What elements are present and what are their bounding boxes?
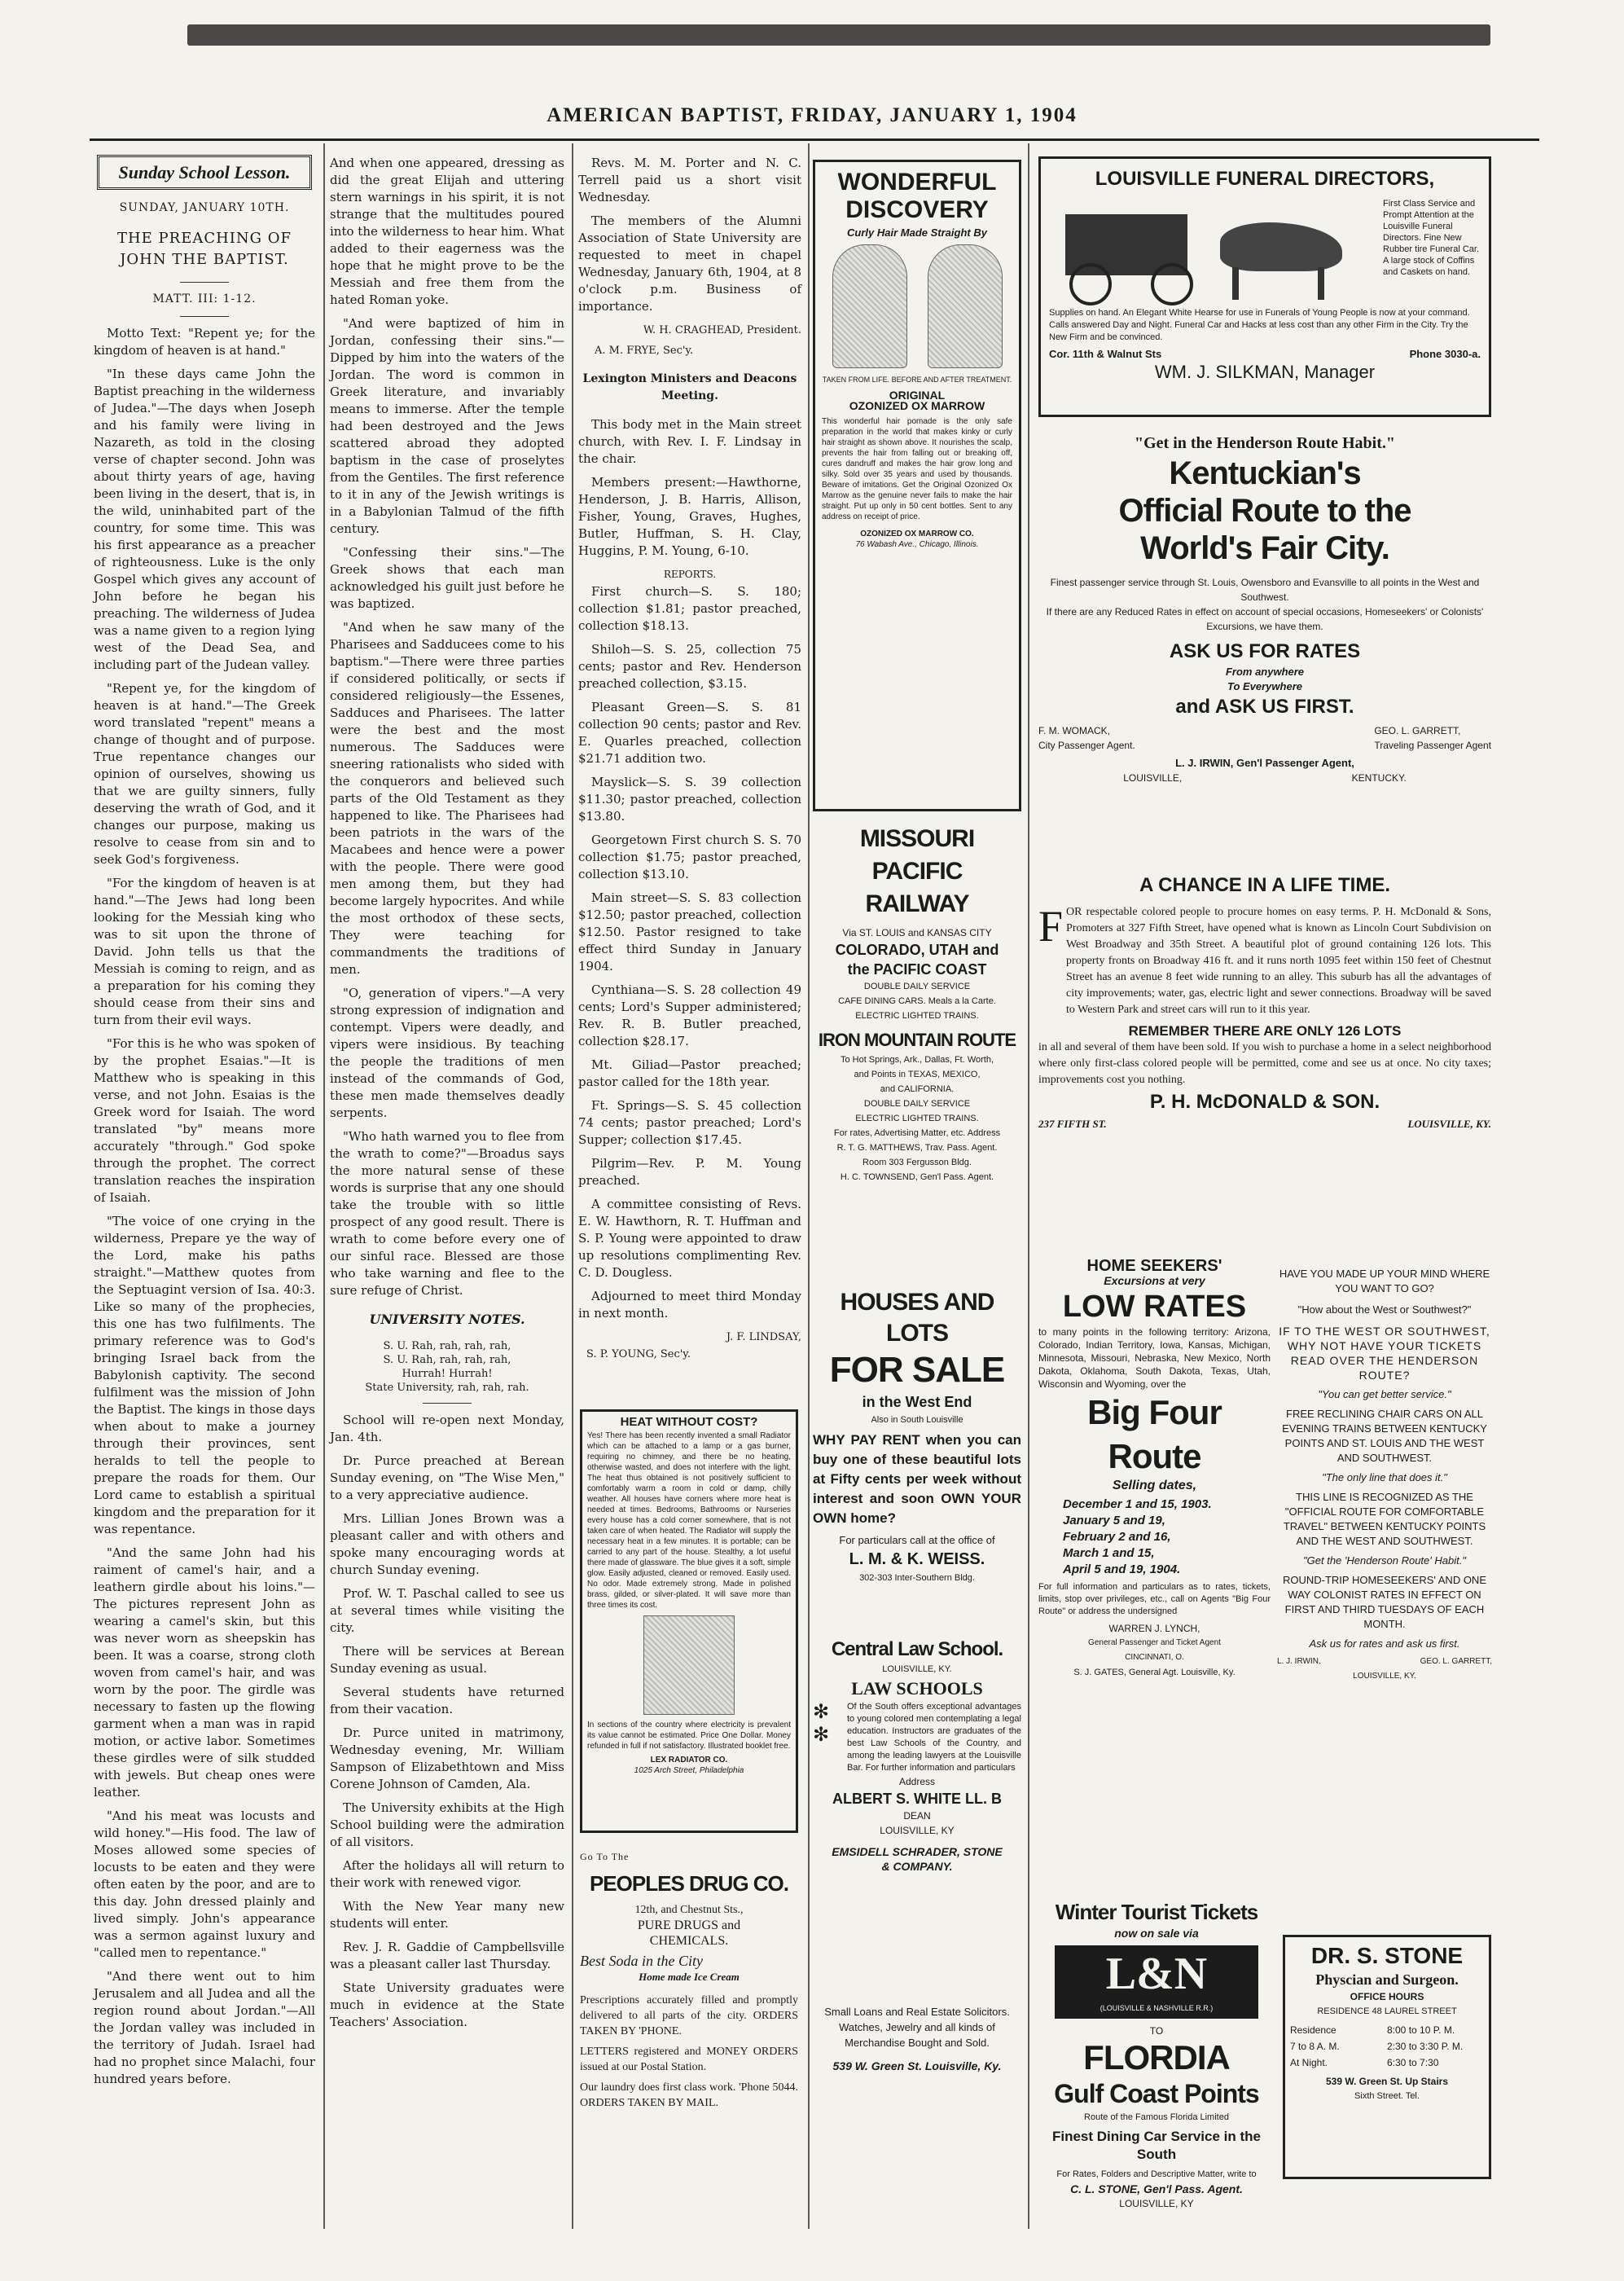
ad-title: HOUSES AND LOTS — [840, 1289, 994, 1347]
railway-line: Via ST. LOUIS and KANSAS CITY — [842, 927, 992, 938]
ad-company: OZONIZED OX MARROW CO. — [860, 530, 974, 538]
date: January 5 and 19, — [1063, 1514, 1165, 1527]
funeral-contact — [1049, 347, 1481, 362]
funeral-body: Calls answered Day and Night. Funeral Car and Hacks at less cost than any other Firm in the City. Try the New Firm and be convinced. — [1049, 320, 1468, 342]
note: Several students have returned from their vacation. — [330, 1685, 564, 1716]
note: Mrs. Lillian Jones Brown was a pleasant caller and with others and spoke many encouraging words at church Sunday evening. — [330, 1511, 564, 1577]
school-subtitle: LAW SCHOOLS — [851, 1678, 983, 1699]
ad-title: FOR SALE — [829, 1350, 1005, 1390]
doctor-title: Physcian and Surgeon. — [1315, 1971, 1459, 1988]
iron-mountain-title: IRON MOUNTAIN ROUTE — [818, 1030, 1016, 1050]
column-rule — [572, 143, 573, 2229]
railway-line: and CALIFORNIA. — [880, 1084, 955, 1094]
hours-cell: At Night. — [1290, 2057, 1328, 2068]
emsidell-company: & COMPANY. — [881, 1860, 953, 1873]
doctor-address: Sixth Street. Tel. — [1354, 2091, 1420, 2101]
note: State University graduates were much in evidence at the State Teachers' Association. — [330, 1980, 564, 2029]
paragraph: The members of the Alumni Association of State University are requested to meet in chapel Wednesday, January 6th, 1904, at 8 o'clock p.m. Business of importance. — [578, 213, 801, 314]
doctor-address: 539 W. Green St. Up Stairs — [1325, 2076, 1449, 2087]
city-row — [1038, 771, 1491, 785]
ad-title: World's Fair City. — [1140, 530, 1389, 566]
ad-address: 302-303 Inter-Southern Bldg. — [859, 1573, 975, 1583]
ad-body: WHY PAY RENT when you can buy one of these beautiful lots at Fifty cents per week without interest and soon OWN YOUR OWN home? — [813, 1432, 1021, 1526]
ln-city: LOUISVILLE, KY — [1119, 2198, 1194, 2209]
date: April 5 and 19, 1904. — [1063, 1562, 1181, 1576]
before-after-portraits — [822, 244, 1012, 368]
on-sale-via: now on sale via — [1114, 1927, 1199, 1940]
reports-label: REPORTS. — [663, 569, 717, 580]
note: School will re-open next Monday, Jan. 4th. — [330, 1413, 564, 1444]
ad-company: L. M. & K. WEISS. — [849, 1550, 985, 1568]
ad-title: A CHANCE IN A LIFE TIME. — [1139, 874, 1390, 896]
report: Georgetown First church S. S. 70 collection $1.75; pastor preached, collection $13.10. — [578, 833, 801, 881]
ad-body: Yes! There has been recently invented a small Radiator which can be attached to a lamp or a gas burner, requiring no chimney, and there be no heating, otherwise wasted, and does not interfere with the light. The heat thus obtained is not positively sufficient to comfortably warm a room in cold or damp, chilly weather. All houses have corners where more heat is needed at times. Bedrooms, Bathrooms or Nurseries every house has a cold corner somewhere, that is not taken care of when heated. The Radiator will supply the necessary heat in a few minutes. It is portable; can be carried to any part of the house. Stealthy, a lot useful there made of glassware. The blue gives it a soft, simple glow. Easily adjusted, cleaned or removed. Easily used. No odor. Made extremely strong. Made in polished brass, gilded, or silver-plated. It will save more than three times its cost. — [587, 1431, 791, 1610]
masthead-rule — [90, 138, 1539, 141]
ln-route: Route of the Famous Florida Limited — [1084, 2112, 1229, 2122]
ask-rates: ASK US FOR RATES — [1169, 640, 1361, 662]
ad-company: LEX RADIATOR CO. — [650, 1756, 728, 1765]
signature: J. F. LINDSAY, — [726, 1331, 801, 1343]
ln-logo-text: L&N — [1105, 1949, 1208, 1999]
big-four-route-ad — [1038, 1259, 1271, 1894]
emsidell-name: EMSIDELL SCHRADER, STONE — [832, 1845, 1003, 1858]
signature: A. M. FRYE, Sec'y. — [595, 345, 694, 357]
report: Main street—S. S. 83 collection $12.50; pastor preached, collection $12.50. Pastor resigned to take effect third Sunday in January 1904. — [578, 890, 801, 973]
hours-grid — [1290, 2022, 1484, 2071]
home-seekers: HOME SEEKERS' — [1086, 1257, 1222, 1275]
column-rule — [1028, 143, 1029, 2229]
product-name: ORIGINAL — [889, 389, 946, 402]
divider — [423, 1403, 472, 1404]
divider — [180, 316, 229, 317]
lexington-meeting-title: Lexington Ministers and Deacons Meeting. — [582, 372, 797, 402]
signature: W. H. CRAGHEAD, President. — [643, 324, 801, 336]
central-law-school-ad — [813, 1637, 1021, 1996]
paragraph: Revs. M. M. Porter and N. C. Terrell paid us a short visit Wednesday. — [578, 156, 801, 204]
horse-leg — [1318, 267, 1324, 300]
railway-line: Room 303 Fergusson Bldg. — [862, 1158, 972, 1167]
ad-company: P. H. McDONALD & SON. — [1149, 1091, 1380, 1113]
funeral-body: Supplies on hand. An Elegant White Hearse for use in Funerals of Young People is now at your command. — [1049, 308, 1470, 318]
yell-line: S. U. Rah, rah, rah, rah, — [383, 1340, 511, 1352]
ask-first: and ASK US FIRST. — [1175, 696, 1354, 718]
city: LOUISVILLE, — [1123, 772, 1183, 784]
school-address-label: Address — [898, 1776, 936, 1787]
dr-stone-ad — [1283, 1935, 1491, 2179]
ad-body: Finest passenger service through St. Louis, Owensboro and Evansville to all points in the West and Southwest. — [1050, 577, 1480, 603]
paragraph: "For the kingdom of heaven is at hand."—The Jews had long been looking for the Messiah king who was to sit upon the throne of David. John tells us that the Messiah is coming to reign, and as a preparation for his coming they should cease from their sins and turn from their evil ways. — [94, 876, 315, 1027]
column-lesson-continued — [330, 155, 564, 2037]
drug-line: CHEMICALS. — [649, 1934, 729, 1948]
school-dean: DEAN — [903, 1810, 931, 1822]
ad-body: If there are any Reduced Rates in effect on account of special occasions, Homeseekers' or Colonists' Excursions, we have them. — [1046, 606, 1484, 632]
report: Pilgrim—Rev. P. M. Young preached. — [578, 1156, 801, 1188]
hearse-illustration — [1049, 198, 1375, 304]
ad-subtitle: Curly Hair Made Straight By — [847, 226, 987, 239]
ad-body-wrap — [587, 1431, 791, 1611]
ox-marrow-ad — [813, 160, 1021, 811]
ad-address: 237 FIFTH ST. — [1038, 1118, 1107, 1130]
horse-leg — [1232, 267, 1239, 300]
ln-to: TO — [1149, 2025, 1164, 2037]
ln-agent: C. L. STONE, Gen'l Pass. Agent. — [1070, 2182, 1243, 2195]
hearse-row — [1049, 198, 1481, 304]
ad-body: in all and several of them have been sold. If you wish to purchase a home in a select neighborhood where only first-class colored people will be permitted, come and see us at once. No city taxes; improvements cost you nothing. — [1038, 1041, 1491, 1086]
hearse-wheel — [1151, 263, 1193, 305]
paragraph: "And were baptized of him in Jordan, confessing their sins."—Dipped by him into the waters of the Jordan. The word is common in Greek literature, and invariably means to immerse. After the temple had been destroyed and the Jews scattered abroad they adopted baptism in the case of proselytes from the Gentiles. The first reference to it in any of the Jewish writings is in a Babylonian Talmud of the fifth century. — [330, 316, 564, 536]
agent — [1038, 723, 1135, 753]
winter-tourist: Winter Tourist Tickets — [1055, 1900, 1258, 1924]
agent-city: CINCINNATI, O. — [1125, 1653, 1184, 1662]
yell-line: Hurrah! Hurrah! — [402, 1368, 493, 1380]
agent-city: LOUISVILLE, KY. — [1353, 1672, 1416, 1681]
agent-title: General Passenger and Ticket Agent — [1088, 1638, 1221, 1647]
column-rule — [323, 143, 325, 2229]
ad-title: WONDERFUL — [837, 169, 997, 196]
paragraph: "And the same John had his raiment of camel's hair, and a leathern girdle about his loins."—The pictures represent John as wearing a camel's skin, but this was never worn as sheepskin has been. It was a coarse, strong cloth woven from camel's hair, and was worn by the poor. The girdle was necessary to fasten up the flowing garment when a man was in rapid motion, or active labor. Sometimes these girdles were of silk studded with jewels. But cheap ones were leather. — [94, 1545, 315, 1800]
ad-quote: "You can get better service." — [1318, 1388, 1451, 1400]
school-city: LOUISVILLE, KY — [880, 1825, 955, 1836]
big-four-title: Big Four Route — [1087, 1393, 1222, 1475]
agent-title: Traveling Passenger Agent — [1374, 740, 1491, 751]
sunday-school-title-box: Sunday School Lesson. — [97, 155, 312, 190]
railway-title: RAILWAY — [865, 890, 969, 917]
excursions: Excursions at very — [1104, 1274, 1205, 1287]
agent-name: F. M. WOMACK, — [1038, 725, 1110, 736]
masthead: AMERICAN BAPTIST, FRIDAY, JANUARY 1, 1904 — [546, 104, 1078, 126]
railway-line: and Points in TEXAS, MEXICO, — [854, 1070, 981, 1079]
funeral-manager: WM. J. SILKMAN, Manager — [1154, 362, 1376, 382]
emsidell-ad — [813, 2004, 1021, 2216]
hours-cell: 7 to 8 A. M. — [1290, 2041, 1340, 2052]
ad-body: This wonderful hair pomade is the only safe preparation in the world that makes kinky or curly hair straight as shown above. It nourishes the scalp, prevents the hair from falling out or breaking off, cures dandruff and makes the hair grow long and silky. Sold over 35 years and used by thousands. Beware of imitations. Get the Original Ozonized Ox Marrow as the genuine never fails to make the hair straight. Put up only in 50 cent bottles. Sent to any address on receipt of price. — [822, 417, 1012, 521]
henderson-route-ad — [1038, 432, 1491, 855]
paragraph: "And when he saw many of the Pharisees and Sadducees come to his baptism."—There were three parties if considered politically, or sects if considered religiously—the Essenes, Sadduces and Pharisees. The latter were the best and the most numerous. The Sadduces were sneering rationalists who sided with the conquerors and believed such parts of the Old Testament as they happened to like. The Pharisees had been patriots in the wars of the Macabees and hence were a power with the people. There were good men among them, but they had become largely hypocrites. And while the most orthodox of these sects, They were teaching for commandments the traditions of men. — [330, 620, 564, 977]
ad-body: IF TO THE WEST OR SOUTHWEST, WHY NOT HAVE YOUR TICKETS READ OVER THE HENDERSON ROUTE? — [1279, 1325, 1490, 1382]
university-yell — [330, 1339, 564, 1395]
paragraph: Members present:—Hawthorne, Henderson, J. B. Harris, Allison, Fisher, Young, Graves, Hughes, Butler, Huffman, S. H. Clay, Huggins, P. M. Young, 6-10. — [578, 475, 801, 558]
portrait-after — [928, 244, 1003, 368]
paragraph: "In these days came John the Baptist preaching in the wilderness of Judea."—The days when Joseph and his family were living in Nazareth, as told in the closing verse of chapter second. John was about thirty years of age, having been living in the desert, that is, in the wild, uninhabited part of the country, for some time. This was his first appearance as a preacher of righteousness. Luke is the only Gospel which gives any account of John before he began his preaching. The wilderness of Judea was a name given to a region lying west of the Dead Sea, and including part of the Judean valley. — [94, 367, 315, 672]
scan-artifact — [187, 24, 1490, 46]
school-title: Central Law School. — [831, 1638, 1003, 1660]
ln-for-rates: For Rates, Folders and Descriptive Matter, write to — [1056, 2169, 1257, 2179]
hearse-wheel — [1069, 263, 1112, 305]
hours-cell: 8:00 to 10 P. M. — [1387, 2024, 1455, 2036]
yell-line: State University, rah, rah, rah. — [365, 1382, 529, 1394]
ad-body-wrap — [1038, 904, 1491, 1018]
ad-address-row — [1038, 1116, 1491, 1132]
product-name: OZONIZED OX MARROW — [849, 399, 985, 412]
railway-line: DOUBLE DAILY SERVICE — [863, 982, 971, 991]
paragraph: This body met in the Main street church, with Rev. I. F. Lindsay in the chair. — [578, 417, 801, 466]
report: First church—S. S. 180; collection $1.81; pastor preached, collection $18.13. — [578, 584, 801, 633]
portrait-before — [832, 244, 907, 368]
paragraph: "O, generation of vipers."—A very strong expression of indignation and contempt. Vipers were deadly, and vipers were insidious. By teaching the people the traditions of men instead of the commands of God, these men made themselves deadly serpents. — [330, 986, 564, 1120]
ad-body: ROUND-TRIP HOMESEEKERS' AND ONE WAY COLONIST RATES IN EFFECT ON FIRST AND THIRD TUESDAYS OF EACH MONTH. — [1282, 1574, 1486, 1630]
paragraph: "Repent ye, for the kingdom of heaven is at hand."—The Greek word translated "repent" means a change of thought and of purpose. True repentance changes our opinion of ourselves, showing us that we are guilty sinners, fully deserving the wrath of God, and it changes our purpose, making us resolve to cease from sin and to seek God's forgiveness. — [94, 681, 315, 867]
railway-line: COLORADO, UTAH and — [835, 942, 999, 958]
general-agent: S. J. GATES, General Agt. Louisville, Ky. — [1073, 1668, 1236, 1677]
ad-quote: "Get in the Henderson Route Habit." — [1135, 434, 1395, 452]
note: Dr. Purce preached at Berean Sunday evening, on "The Wise Men," to a very appreciative audience. — [330, 1453, 564, 1502]
railway-line: H. C. TOWNSEND, Gen'l Pass. Agent. — [840, 1172, 994, 1182]
paragraph: "Confessing their sins."—The Greek shows that each man acknowledged his guilt just before he was baptized. — [330, 545, 564, 611]
report: Pleasant Green—S. S. 81 collection 90 cents; pastor and Rev. E. Quarles preached, collection $21.71 addition two. — [578, 700, 801, 766]
heat-without-cost-ad — [580, 1409, 798, 1833]
note: Dr. Purce united in matrimony, Wednesday evening, Mr. William Sampson of Elizabethtown and Miss Corene Johnson of Camden, Ala. — [330, 1725, 564, 1791]
report: A committee consisting of Revs. E. W. Hawthorn, R. T. Huffman and S. P. Young were appointed to draw up resolutions complimenting Rev. C. D. Dougless. — [578, 1197, 801, 1280]
railway-line: R. T. G. MATTHEWS, Trav. Pass. Agent. — [836, 1143, 998, 1153]
ad-quote: "The only line that does it." — [1322, 1471, 1447, 1483]
railway-line: To Hot Springs, Ark., Dallas, Ft. Worth, — [840, 1055, 994, 1065]
note: There will be services at Berean Sunday evening as usual. — [330, 1644, 564, 1676]
ad-subtitle: in the West End — [862, 1394, 972, 1410]
hours-cell: 6:30 to 7:30 — [1387, 2057, 1439, 2068]
funeral-side-text: First Class Service and Prompt Attention at the Louisville Funeral Directors. Fine New Rubber tire Funeral Car. A large stock of Coffins and Caskets on hand. — [1383, 199, 1479, 277]
peoples-drug-ad — [580, 1849, 798, 2216]
drug-soda: Best Soda in the City — [580, 1953, 703, 1969]
paragraph: "The voice of one crying in the wilderness, Prepare ye the way of the Lord, make his paths straight."—Matthew quotes from the Septuagint version of Isa. 40:3. Like so many of the prophecies, this one has two fulfilments. The primary reference was to God's bringing Israel back from the Babylonish captivity. The second fulfilment was the mission of John the Baptist. The kings in those days when about to make a journey through their provinces, sent heralds to tell the people to prepare the roads for them. Our Lord came to establish a spiritual kingdom and the preparation for it was repentance. — [94, 1214, 315, 1536]
ad-footer: For particulars call at the office of — [839, 1534, 995, 1546]
note: After the holidays all will return to their work with renewed vigor. — [330, 1858, 564, 1890]
horse-silhouette — [1220, 222, 1342, 271]
drug-address: 12th, and Chestnut Sts., — [634, 1904, 744, 1916]
have-you-made-up-ad — [1277, 1267, 1492, 1886]
ad-subtitle: Also in South Louisville — [871, 1415, 963, 1425]
railway-line: DOUBLE DAILY SERVICE — [863, 1099, 971, 1109]
ad-body: to many points in the following territory: Arizona, Colorado, Indian Territory, Iowa, Kansas, Michigan, Minnesota, Missouri, Nebraska, New Mexico, North Dakota, Oklahoma, South Dakota, Texas, Utah, Wisconsin and Wyoming, over the — [1038, 1326, 1271, 1390]
chance-lifetime-ad — [1038, 872, 1491, 1246]
residence: RESIDENCE 48 LAUREL STREET — [1317, 2006, 1457, 2016]
railway-line: For rates, Advertising Matter, etc. Address — [833, 1128, 1001, 1138]
ad-footer: In sections of the country where electricity is prevalent its value cannot be estimated. Price One Dollar. Money refunded in full if not satisfactory. Illustrated booklet free. — [587, 1721, 791, 1751]
note: Prof. W. T. Paschal called to see us at several times while visiting the city. — [330, 1586, 564, 1635]
agent-name: L. J. IRWIN, — [1277, 1657, 1321, 1666]
ln-logo — [1055, 1945, 1258, 2019]
hours-cell: 2:30 to 3:30 P. M. — [1387, 2041, 1464, 2052]
railway-title: MISSOURI — [859, 825, 975, 852]
flower-ornament-icon: ✻ ✻ — [813, 1701, 830, 1746]
from-anywhere: From anywhere — [1225, 666, 1305, 678]
paragraph: And when one appeared, dressing as did the great Elijah and uttering stern warnings in his spirit, it is not strange that the multitudes poured into the wilderness to hear him. What added to their eagerness was the hope that he might prove to be the Messiah and free them from the hated Roman yoke. — [330, 156, 564, 307]
funeral-phone: Phone 3030-a. — [1409, 348, 1481, 360]
office-hours: OFFICE HOURS — [1350, 1991, 1424, 2002]
paragraph: "And his meat was locusts and wild honey."—His food. The law of Moses allowed some species of locusts to be eaten and they were often eaten by the poor, and are to this day. John dressed plainly and lived simply. John's appearance was a sermon against luxury and "called men to repentance." — [94, 1809, 315, 1960]
missouri-pacific-ad — [813, 823, 1021, 1271]
ad-ask: Ask us for rates and ask us first. — [1309, 1637, 1460, 1650]
divider — [180, 282, 229, 283]
ad-city: LOUISVILLE, KY. — [1407, 1118, 1491, 1130]
report: Ft. Springs—S. S. 45 collection 74 cents; pastor preached; Lord's Supper; collection $17.45. — [578, 1098, 801, 1147]
agent — [1374, 723, 1491, 753]
goto-label: Go To The — [580, 1851, 630, 1862]
ad-quote: "How about the West or Southwest?" — [1297, 1303, 1472, 1316]
drug-company-name: PEOPLES DRUG CO. — [589, 1871, 789, 1896]
ad-body: OR respectable colored people to procure homes on easy terms. P. H. McDonald & Sons, Promoters at 327 Fifth Street, have opened what is known as Lincoln Court Subdivision on West Broadway and 35th Street. A beautiful plot of ground containing 126 lots. This property fronts on Broadway 416 ft. and it runs north 1095 feet within 150 feet of Chestnut Street has an avenue 8 feet wide running to an alley. This suburb has all the advantages of city improvements; water, gas, electric light and sewer connections. Broadway will be saved to Western Park and street cars will run to it this year. — [1066, 906, 1491, 1016]
agents-row — [1038, 723, 1491, 753]
report: Mayslick—S. S. 39 collection $11.30; pastor preached, collection $13.80. — [578, 775, 801, 824]
drug-body: Our laundry does first class work. 'Phone 5044. ORDERS TAKEN BY MAIL. — [580, 2081, 798, 2109]
school-body-wrap — [813, 1701, 1021, 1774]
drug-body: LETTERS registered and MONEY ORDERS issued at our Postal Station. — [580, 2046, 798, 2073]
lesson-title: THE PREACHING OF JOHN THE BAPTIST. — [116, 230, 292, 268]
remember-lots: REMEMBER THERE ARE ONLY 126 LOTS — [1128, 1023, 1402, 1039]
railway-line: ELECTRIC LIGHTED TRAINS. — [855, 1011, 979, 1021]
ad-title: LOUISVILLE FUNERAL DIRECTORS, — [1095, 168, 1435, 190]
note: Rev. J. R. Gaddie of Campbellsville was a pleasant caller last Thursday. — [330, 1940, 564, 1971]
ad-title: HAVE YOU MADE UP YOUR MIND WHERE YOU WANT TO GO? — [1279, 1268, 1490, 1294]
note: With the New Year many new students will enter. — [330, 1899, 564, 1931]
railway-line: CAFE DINING CARS. Meals a la Carte. — [838, 996, 996, 1006]
date-list — [1063, 1496, 1271, 1578]
agent-name: WARREN J. LYNCH, — [1108, 1623, 1200, 1634]
selling-dates: Selling dates, — [1112, 1479, 1197, 1492]
funeral-directors-ad — [1038, 156, 1491, 417]
paragraph: "And there went out to him Jerusalem and all Judea and all the region round about Jordan."—All the Jordan valley was included in the territory of Judah. Israel had had no prophet since Malachi, four hundred years before. — [94, 1969, 315, 2086]
paragraph: "For this is he who was spoken of by the prophet Esaias."—It is Matthew who is speaking in this verse, and not John. Esaias is the Greek word for Isaiah. The word translated "by" means more accurately "through." God spoke through the prophet. The correct translation reaches the inspiration of Isaiah. — [94, 1036, 315, 1205]
date: March 1 and 15, — [1063, 1546, 1155, 1560]
drug-body: Prescriptions accurately filled and promptly delivered to all parts of the city. ORDERS TAKEN BY 'PHONE. — [580, 1994, 798, 2037]
ad-title: HEAT WITHOUT COST? — [620, 1415, 758, 1429]
university-notes-title: UNIVERSITY NOTES. — [369, 1312, 525, 1327]
school-city: LOUISVILLE, KY. — [882, 1664, 952, 1674]
ad-quote: "Get the 'Henderson Route' Habit." — [1303, 1554, 1466, 1567]
school-dean-name: ALBERT S. WHITE LL. B — [832, 1791, 1002, 1807]
radiator-illustration — [643, 1615, 735, 1715]
ad-footer: For full information and particulars as to rates, tickets, limits, stop over privileges, etc., call on Agents "Big Four Route" or address the undersigned — [1038, 1582, 1271, 1616]
ad-address: 76 Wabash Ave., Chicago, Illinois. — [855, 540, 979, 549]
portrait-caption: TAKEN FROM LIFE. BEFORE AND AFTER TREATMENT. — [822, 376, 1012, 384]
ad-title: DISCOVERY — [845, 196, 989, 223]
report: Mt. Giliad—Pastor preached; pastor called for the 18th year. — [578, 1057, 801, 1089]
agent-name: GEO. L. GARRETT, — [1420, 1657, 1492, 1666]
funeral-address: Cor. 11th & Walnut Sts — [1049, 348, 1162, 360]
agent-name: GEO. L. GARRETT, — [1374, 725, 1461, 736]
ln-logo-sub: (LOUISVILLE & NASHVILLE R.R.) — [1099, 2004, 1214, 2012]
paragraph: "Who hath warned you to flee from the wrath to come?"—Broadus says the more natural sense of these words is surprise that any one should take the trouble with so little prospect of any good result. There is wrath to come before every one of our sinful race. Blessed are those who take warning and flee to the sure refuge of Christ. — [330, 1129, 564, 1298]
drop-cap: F — [1038, 902, 1064, 951]
ad-title: Kentuckian's — [1169, 455, 1361, 491]
emsidell-address: 539 W. Green St. Louisville, Ky. — [832, 2059, 1002, 2072]
to-everywhere: To Everywhere — [1227, 680, 1302, 692]
low-rates: LOW RATES — [1062, 1290, 1247, 1324]
lesson-date: SUNDAY, JANUARY 10TH. — [119, 201, 290, 214]
ad-address: 1025 Arch Street, Philadelphia — [634, 1766, 744, 1775]
note: The University exhibits at the High School building were the admiration of all visitors. — [330, 1800, 564, 1849]
motto-text: Motto Text: "Repent ye; for the kingdom of heaven is at hand." — [94, 326, 315, 358]
report: Shiloh—S. S. 25, collection 75 cents; pastor and Rev. Henderson preached collection, $3.15. — [578, 642, 801, 691]
emsidell-body: Small Loans and Real Estate Solicitors. Watches, Jewelry and all kinds of Merchandise Bought and Sold. — [824, 2006, 1010, 2049]
railway-line: ELECTRIC LIGHTED TRAINS. — [855, 1114, 979, 1123]
school-body: Of the South offers exceptional advantages to young colored men contemplating a legal education. Instructors are graduates of the best Law Schools of the Country, and among the leading lawyers at the Louisville Bar. For further information and particulars — [847, 1702, 1021, 1773]
ln-florida: FLORDIA — [1083, 2038, 1230, 2077]
railway-title: PACIFIC — [871, 858, 963, 885]
ln-gulf-coast: Gulf Coast Points — [1054, 2079, 1259, 2108]
agent-title: City Passenger Agent. — [1038, 740, 1135, 751]
report: Cynthiana—S. S. 28 collection 49 cents; Lord's Supper administered; Rev. R. B. Butler preached, collection $28.17. — [578, 982, 801, 1048]
date: December 1 and 15, 1903. — [1063, 1497, 1212, 1511]
column-news — [578, 155, 801, 1363]
report: Adjourned to meet third Monday in next month. — [578, 1289, 801, 1321]
doctor-name: DR. S. STONE — [1310, 1943, 1464, 1968]
signature: S. P. YOUNG, Sec'y. — [586, 1348, 691, 1360]
ln-railroad-ad — [1038, 1898, 1275, 2224]
ln-dining: Finest Dining Car Service in the South — [1051, 2129, 1261, 2162]
yell-line: S. U. Rah, rah, rah, rah, — [383, 1354, 511, 1366]
column-rule — [808, 143, 810, 2229]
drug-line: PURE DRUGS and — [637, 1918, 741, 1932]
ad-body: FREE RECLINING CHAIR CARS ON ALL EVENING TRAINS BETWEEN KENTUCKY POINTS AND ST. LOUIS AND THE WEST AND SOUTHWEST. — [1282, 1408, 1487, 1464]
scripture: MATT. III: 1-12. — [152, 292, 257, 305]
agents-row — [1277, 1655, 1492, 1669]
date: February 2 and 16, — [1063, 1530, 1171, 1544]
ad-title: Official Route to the — [1118, 493, 1411, 529]
state: KENTUCKY. — [1351, 772, 1407, 784]
gen-pass-agent: L. J. IRWIN, Gen'l Passenger Agent, — [1175, 757, 1354, 769]
ad-body: THIS LINE IS RECOGNIZED AS THE "OFFICIAL ROUTE FOR COMFORTABLE TRAVEL" BETWEEN KENTUCKY POINTS AND THE WEST AND SOUTHWEST. — [1283, 1491, 1486, 1547]
column-sunday-school — [94, 155, 315, 2094]
houses-and-lots-ad — [813, 1287, 1021, 1621]
drug-ice-cream: Home made Ice Cream — [639, 1971, 740, 1983]
railway-line: the PACIFIC COAST — [847, 961, 987, 978]
hours-cell: Residence — [1290, 2024, 1337, 2036]
